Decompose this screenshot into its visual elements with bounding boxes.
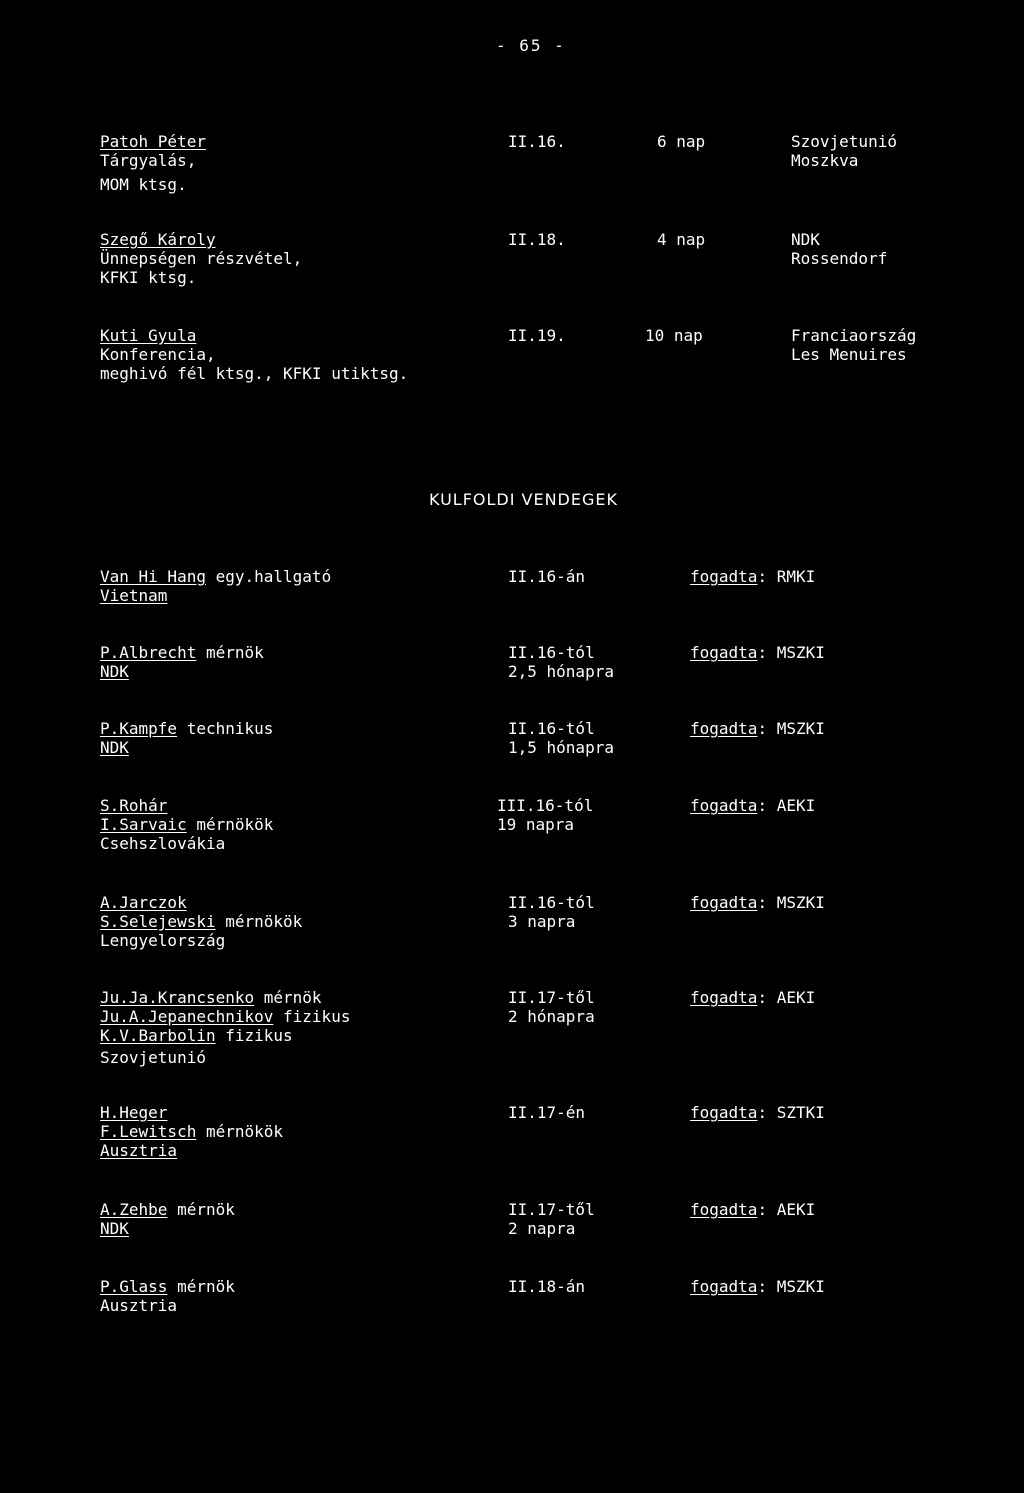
received-by: fogadta: AEKI [690, 1200, 816, 1219]
guest-date: II.17-től [508, 1200, 595, 1219]
host-institute: MSZKI [776, 893, 825, 912]
host-institute: MSZKI [776, 719, 825, 738]
received-label: fogadta [690, 643, 758, 662]
guest-origin: Lengyelország [100, 931, 226, 950]
page-number: - 65 - [496, 36, 566, 55]
received-label: fogadta [690, 796, 758, 815]
host-institute: MSZKI [776, 643, 825, 662]
guest-name: P.Kampfe [100, 719, 178, 738]
guest-duration: 19 napra [497, 815, 575, 834]
guest-role: fizikus [273, 1007, 351, 1026]
guest-line [100, 815, 273, 834]
guest-line [100, 988, 322, 1007]
guest-line [100, 1200, 235, 1219]
received-by: fogadta: RMKI [690, 567, 816, 586]
guest-line [100, 719, 273, 738]
host-institute: SZTKI [776, 1103, 825, 1122]
trip-funding: MOM ktsg. [100, 175, 187, 194]
received-by: fogadta: MSZKI [690, 719, 825, 738]
trip-city: Rossendorf [791, 249, 888, 268]
received-label: fogadta [690, 1103, 758, 1122]
received-by: fogadta: MSZKI [690, 893, 825, 912]
guest-line [100, 1122, 283, 1141]
trip-date: II.18. [508, 230, 566, 249]
guest-role: mérnökök [186, 815, 274, 834]
guests-heading: KULFOLDI VENDEGEK [429, 490, 618, 509]
guest-date: II.16-tól [508, 719, 595, 738]
trip-purpose: Konferencia, [100, 345, 216, 364]
guest-origin: Vietnam [100, 586, 168, 605]
guest-line [100, 643, 264, 662]
received-label: fogadta [690, 719, 758, 738]
guest-name: P.Glass [100, 1277, 168, 1296]
received-label: fogadta [690, 1200, 758, 1219]
guest-role: egy.hallgató [205, 567, 332, 586]
trip-country: NDK [791, 230, 820, 249]
guest-name: I.Sarvaic [100, 815, 187, 834]
guest-name: S.Selejewski [100, 912, 216, 931]
guest-name: Ju.Ja.Krancsenko [100, 988, 255, 1007]
guest-role: mérnök [167, 1277, 235, 1296]
guest-date: II.16-tól [508, 893, 595, 912]
host-institute: MSZKI [776, 1277, 825, 1296]
guest-duration: 2 hónapra [508, 1007, 595, 1026]
guest-name: F.Lewitsch [100, 1122, 197, 1141]
trip-country: Franciaország [791, 326, 917, 345]
guest-date: II.16-tól [508, 643, 595, 662]
guest-origin: Ausztria [100, 1296, 178, 1315]
guest-role: mérnökök [215, 912, 303, 931]
guest-origin: NDK [100, 662, 129, 681]
trip-city: Moszkva [791, 151, 859, 170]
guest-name: K.V.Barbolin [100, 1026, 216, 1045]
host-institute: AEKI [776, 988, 816, 1007]
guest-date: II.17-én [508, 1103, 586, 1122]
trip-duration: 6 nap [657, 132, 706, 151]
guest-role: mérnök [196, 643, 264, 662]
guest-role: mérnök [254, 988, 322, 1007]
guest-date: II.17-től [508, 988, 595, 1007]
trip-city: Les Menuires [791, 345, 907, 364]
guest-name: Ju.A.Jepanechnikov [100, 1007, 274, 1026]
trip-date: II.19. [508, 326, 566, 345]
trip-purpose: Ünnepségen részvétel, [100, 249, 303, 268]
guest-name: Van Hi Hang [100, 567, 206, 586]
received-by: fogadta: MSZKI [690, 643, 825, 662]
guest-origin: Ausztria [100, 1141, 178, 1160]
guest-name: P.Albrecht [100, 643, 197, 662]
guest-role: mérnök [167, 1200, 235, 1219]
guest-name: S.Rohár [100, 796, 168, 815]
guest-origin: Szovjetunió [100, 1048, 206, 1067]
received-label: fogadta [690, 567, 758, 586]
trip-date: II.16. [508, 132, 566, 151]
guest-origin: NDK [100, 1219, 129, 1238]
guest-line [100, 567, 331, 586]
traveler-name: Szegő Károly [100, 230, 216, 249]
host-institute: AEKI [776, 796, 816, 815]
trip-purpose: Tárgyalás, [100, 151, 197, 170]
guest-line [100, 1007, 350, 1026]
guest-duration: 3 napra [508, 912, 576, 931]
guest-line [100, 1026, 293, 1045]
received-label: fogadta [690, 893, 758, 912]
guest-role: fizikus [215, 1026, 293, 1045]
guest-duration: 1,5 hónapra [508, 738, 614, 757]
guest-name: H.Heger [100, 1103, 168, 1122]
received-by: fogadta: AEKI [690, 796, 816, 815]
received-label: fogadta [690, 1277, 758, 1296]
guest-date: II.16-án [508, 567, 586, 586]
guest-line [100, 1277, 235, 1296]
received-by: fogadta: SZTKI [690, 1103, 825, 1122]
trip-country: Szovjetunió [791, 132, 897, 151]
guest-duration: 2 napra [508, 1219, 576, 1238]
guest-origin: Csehszlovákia [100, 834, 226, 853]
guest-name: A.Jarczok [100, 893, 187, 912]
guest-line [100, 912, 302, 931]
received-label: fogadta [690, 988, 758, 1007]
received-by: fogadta: AEKI [690, 988, 816, 1007]
guest-duration: 2,5 hónapra [508, 662, 614, 681]
guest-date: III.16-tól [497, 796, 594, 815]
guest-date: II.18-án [508, 1277, 586, 1296]
trip-funding: KFKI ktsg. [100, 268, 197, 287]
host-institute: AEKI [776, 1200, 816, 1219]
trip-duration: 10 nap [645, 326, 703, 345]
host-institute: RMKI [776, 567, 816, 586]
trip-funding: meghivó fél ktsg., KFKI utiktsg. [100, 364, 409, 383]
traveler-name: Patoh Péter [100, 132, 206, 151]
traveler-name: Kuti Gyula [100, 326, 197, 345]
trip-duration: 4 nap [657, 230, 706, 249]
received-by: fogadta: MSZKI [690, 1277, 825, 1296]
guest-origin: NDK [100, 738, 129, 757]
guest-role: technikus [177, 719, 274, 738]
guest-name: A.Zehbe [100, 1200, 168, 1219]
guest-role: mérnökök [196, 1122, 284, 1141]
